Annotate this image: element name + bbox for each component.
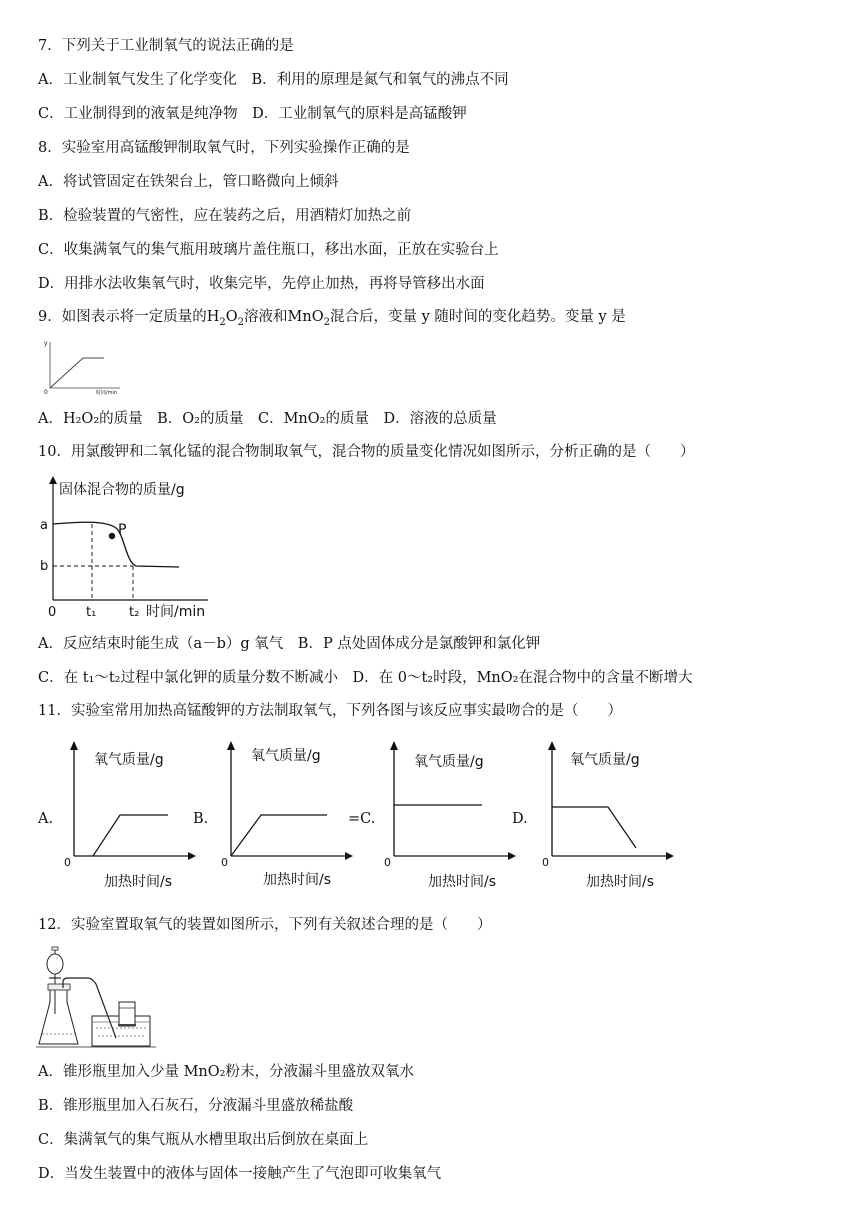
q10-label-t2: t₂	[129, 605, 140, 620]
q9-options: A．H₂O₂的质量 B．O₂的质量 C．MnO₂的质量 D．溶液的总质量	[38, 411, 497, 427]
q11-c-origin: 0	[384, 856, 391, 869]
q11-c-xlabel: 加热时间/s	[428, 874, 497, 890]
q11-label-c: =C.	[348, 811, 376, 827]
q10-point-p	[109, 533, 115, 539]
q8-option-d: D．用排水法收集氧气时，收集完毕，先停止加热，再将导管移出水面	[38, 276, 485, 292]
q9-curve	[50, 358, 104, 388]
q11-graph-c	[378, 738, 518, 893]
q11-d-origin: 0	[542, 856, 549, 869]
q9-xlabel: 时间/min	[96, 390, 118, 396]
q7-options-ab: A．工业制氧气发生了化学变化 B．利用的原理是氮气和氧气的沸点不同	[38, 72, 509, 88]
q11-label-d: D.	[512, 811, 528, 827]
q10-label-p: P	[118, 522, 127, 538]
q11-b-origin: 0	[221, 856, 228, 869]
gas-jar	[119, 1002, 135, 1026]
q11-label-a: A.	[38, 811, 54, 827]
q7-stem: 7．下列关于工业制氧气的说法正确的是	[38, 38, 294, 54]
q10-stem: 10．用氯酸钾和二氧化锰的混合物制取氧气，混合物的质量变化情况如图所示，分析正确的是（ ）	[38, 444, 695, 460]
q11-a-origin: 0	[64, 856, 71, 869]
q12-option-d: D．当发生装置中的液体与固体一接触产生了气泡即可收集氧气	[38, 1166, 442, 1182]
q8-stem: 8．实验室用高锰酸钾制取氧气时，下列实验操作正确的是	[38, 140, 410, 156]
q10-label-a: a	[40, 518, 48, 533]
q11-stem: 11．实验室常用加热高锰酸钾的方法制取氧气，下列各图与该反应事实最吻合的是（ ）	[38, 703, 622, 719]
separatory-funnel	[47, 954, 63, 974]
q12-option-b: B．锥形瓶里加入石灰石，分液漏斗里盛放稀盐酸	[38, 1098, 354, 1114]
q10-graph	[36, 472, 216, 624]
q12-option-c: C．集满氧气的集气瓶从水槽里取出后倒放在桌面上	[38, 1132, 369, 1148]
q11-c-ylabel: 氧气质量/g	[414, 754, 484, 770]
q8-option-b: B．检验装置的气密性，应在装药之后，用酒精灯加热之前	[38, 208, 412, 224]
q11-d-curve	[552, 807, 636, 848]
q12-stem: 12．实验室置取氧气的装置如图所示，下列有关叙述合理的是（ ）	[38, 917, 492, 933]
q11-d-xlabel: 加热时间/s	[586, 874, 655, 890]
q9-ylabel: y	[44, 340, 48, 347]
q11-b-ylabel: 氧气质量/g	[251, 748, 321, 764]
q11-graph-d	[536, 738, 676, 893]
q11-d-ylabel: 氧气质量/g	[570, 752, 640, 768]
q12-apparatus-diagram	[36, 944, 162, 1052]
q10-origin: 0	[48, 605, 57, 620]
q11-a-curve	[93, 815, 168, 856]
q10-options-ab: A．反应结束时能生成（a－b）g 氧气 B．P 点处固体成分是氯酸钾和氯化钾	[38, 636, 541, 652]
q11-b-xlabel: 加热时间/s	[263, 872, 332, 888]
q9-graph	[38, 336, 128, 396]
q10-ylabel: 固体混合物的质量/g	[59, 482, 185, 498]
q10-curve	[53, 522, 179, 567]
q10-xlabel: 时间/min	[146, 604, 206, 620]
q7-options-cd: C．工业制得到的液氧是纯净物 D．工业制氧气的原料是高锰酸钾	[38, 106, 467, 122]
q10-label-t1: t₁	[86, 605, 97, 620]
q9-stem: 9．如图表示将一定质量的$H_2O_2$溶液和MnO$_2$混合后，变量 y 随时间的变化趋势。变量 y 是	[38, 309, 626, 328]
q8-option-c: C．收集满氧气的集气瓶用玻璃片盖住瓶口，移出水面，正放在实验台上	[38, 242, 499, 258]
q11-b-curve	[231, 815, 327, 856]
delivery-tube	[63, 978, 116, 1038]
q8-option-a: A．将试管固定在铁架台上，管口略微向上倾斜	[38, 174, 339, 190]
q11-a-ylabel: 氧气质量/g	[94, 752, 164, 768]
q11-a-xlabel: 加热时间/s	[104, 874, 173, 890]
q9-origin: 0	[44, 389, 48, 396]
q11-graph-a	[58, 738, 198, 893]
q12-option-a: A．锥形瓶里加入少量 MnO₂粉末，分液漏斗里盛放双氧水	[38, 1064, 414, 1080]
q11-graph-b	[215, 738, 355, 893]
conical-flask	[39, 990, 78, 1044]
q10-label-b: b	[40, 559, 49, 574]
q11-label-b: B.	[193, 811, 209, 827]
q10-options-cd: C．在 t₁～t₂过程中氯化钾的质量分数不断减小 D．在 0～t₂时段，MnO₂在混合物中的含量不断增大	[38, 670, 693, 686]
